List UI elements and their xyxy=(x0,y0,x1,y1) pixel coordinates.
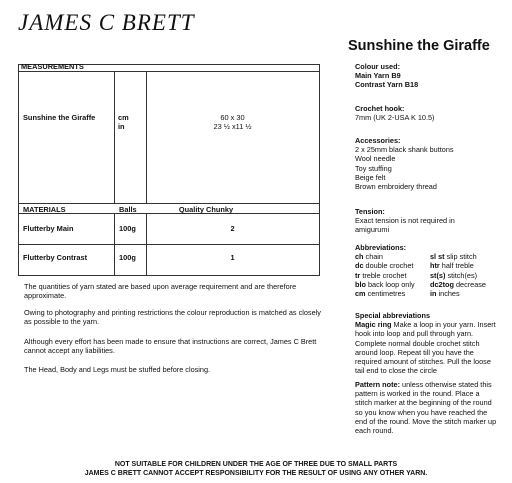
special-heading: Special abbreviations xyxy=(355,311,431,320)
col-divider-2 xyxy=(146,71,147,203)
material-row-name: Flutterby Contrast xyxy=(23,253,88,262)
abbr-value: treble crochet xyxy=(362,270,407,280)
abbreviations-heading: Abbreviations: xyxy=(355,243,407,252)
quality-label: Quality Chunky xyxy=(178,205,234,214)
abbr-value: centimetres xyxy=(367,289,406,299)
abbr-key: st(s) xyxy=(430,270,446,280)
colour-contrast: Contrast Yarn B18 xyxy=(355,80,419,90)
abbr-value: decrease xyxy=(455,279,486,289)
abbr-value: half treble xyxy=(441,261,474,271)
accessory-item: 2 x 25mm black shank buttons xyxy=(355,145,454,155)
pattern-note-text: unless otherwise stated this pattern is worked in the round. Place a stitch marker at the beginning of the round so you know when you have reached the end of the round. Move the stitch marker up each round. xyxy=(355,380,497,436)
special-description: Make a loop in your yarn. Insert hook into loop and pull through yarn. Complete normal double crochet stitch around loop. Repeat till you have the required amount of stitches. Pull the loose tail end to close the circle xyxy=(355,320,496,376)
accessories-section xyxy=(355,136,500,191)
colour-main: Main Yarn B9 xyxy=(355,71,401,81)
abbr-value: stitch(es) xyxy=(447,270,478,280)
accessory-item: Toy stuffing xyxy=(355,163,392,173)
abbr-key: htr xyxy=(430,261,440,271)
abbreviation-row xyxy=(355,261,505,270)
abbr-key: dc xyxy=(355,261,364,271)
accessory-item: Brown embroidery thread xyxy=(355,182,437,192)
col-divider-1 xyxy=(114,71,115,203)
abbr-value: chain xyxy=(365,252,383,262)
row-divider xyxy=(19,244,319,245)
material-row-name: Flutterby Main xyxy=(23,224,74,233)
pattern-note-term: Pattern note: xyxy=(355,380,400,389)
footer-disclaimer: JAMES C BRETT CANNOT ACCEPT RESPONSIBILITY FOR THE RESULT OF USING ANY OTHER YARN. xyxy=(84,470,428,477)
abbreviations-section xyxy=(355,243,505,298)
material-row-weight: 100g xyxy=(119,224,136,233)
note-stuffing: The Head, Body and Legs must be stuffed before closing. xyxy=(24,365,211,374)
tension-value: Exact tension is not required in amigurumi xyxy=(355,216,455,235)
size-cm: 60 x 30 xyxy=(220,113,245,122)
pattern-title: Sunshine the Giraffe xyxy=(348,38,490,54)
special-abbreviations-section xyxy=(355,311,497,375)
measurements-heading: MEASUREMENTS xyxy=(21,62,84,71)
material-row-weight: 100g xyxy=(119,253,136,262)
abbr-key: cm xyxy=(355,289,366,299)
materials-heading: MATERIALS xyxy=(23,205,66,214)
hook-section xyxy=(355,104,500,122)
abbr-key: ch xyxy=(355,252,364,262)
abbr-key: blo xyxy=(355,279,366,289)
abbreviation-row xyxy=(355,271,505,280)
balls-label: Balls xyxy=(119,205,137,214)
abbr-value: double crochet xyxy=(365,261,414,271)
colour-heading: Colour used: xyxy=(355,62,400,71)
special-text xyxy=(355,320,497,375)
abbreviation-row xyxy=(355,280,505,289)
size-in: 23 ½ x11 ½ xyxy=(213,122,252,131)
hook-heading: Crochet hook: xyxy=(355,104,405,113)
unit-in: in xyxy=(118,122,125,131)
abbr-value: inches xyxy=(438,289,460,299)
note-liability: Although every effort has been made to ensure that instructions are correct, James C Brett cannot accept any liabilities. xyxy=(24,337,317,356)
accessory-item: Wool needle xyxy=(355,154,396,164)
tension-heading: Tension: xyxy=(355,207,385,216)
measurements-materials-table xyxy=(18,64,320,276)
measurement-name: Sunshine the Giraffe xyxy=(23,113,96,122)
pattern-note-section xyxy=(355,380,497,435)
abbreviation-row xyxy=(355,289,505,298)
tension-section xyxy=(355,207,490,235)
material-row-qty: 2 xyxy=(230,224,235,233)
abbr-key: sl st xyxy=(430,252,445,262)
colour-section xyxy=(355,62,500,90)
abbr-value: slip stitch xyxy=(446,252,477,262)
unit-cm: cm xyxy=(118,113,129,122)
special-term: Magic ring xyxy=(355,320,392,330)
note-quantities: The quantities of yarn stated are based upon average requirement and are therefore approximate. xyxy=(24,282,297,301)
abbr-key: in xyxy=(430,289,437,299)
note-colour: Owing to photography and printing restrictions the colour reproduction is matched as closely as possible to the yarn. xyxy=(24,308,321,327)
hook-value: 7mm (UK 2-USA K 10.5) xyxy=(355,113,435,123)
brand-logo: JAMES C BRETT xyxy=(18,10,195,35)
abbr-key: tr xyxy=(355,270,361,280)
abbr-key: dc2tog xyxy=(430,279,454,289)
abbreviation-row xyxy=(355,252,505,261)
abbr-value: back loop only xyxy=(367,279,415,289)
materials-divider xyxy=(19,203,319,204)
material-row-qty: 1 xyxy=(230,253,235,262)
accessory-item: Beige felt xyxy=(355,172,386,182)
footer-warning: NOT SUITABLE FOR CHILDREN UNDER THE AGE OF THREE DUE TO SMALL PARTS xyxy=(114,461,398,468)
accessories-heading: Accessories: xyxy=(355,136,401,145)
header-divider xyxy=(19,71,319,72)
